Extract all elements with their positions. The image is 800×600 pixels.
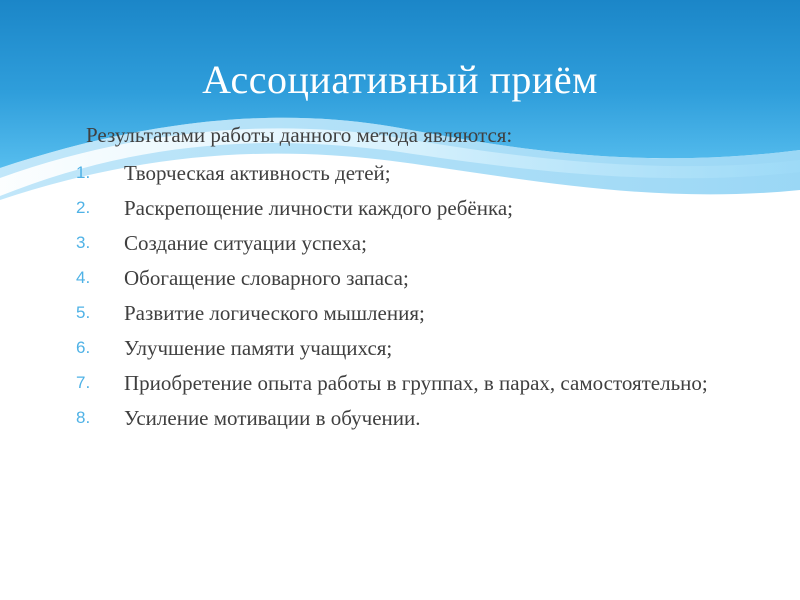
list-item — [70, 158, 710, 188]
list-item-number: 4. — [76, 268, 91, 287]
list-item-number: 8. — [76, 408, 91, 427]
slide-title: Ассоциативный приём — [202, 57, 598, 102]
list-item-text: Развитие логического мышления; — [124, 301, 425, 325]
list-item-number: 2. — [76, 198, 91, 217]
list-item-text: Раскрепощение личности каждого ребёнка; — [124, 196, 513, 220]
list-item-text: Улучшение памяти учащихся; — [124, 336, 393, 360]
list-item-number: 7. — [76, 373, 91, 392]
list-item-text: Приобретение опыта работы в группах, в парах, самостоятельно; — [124, 371, 708, 395]
list-item — [70, 228, 710, 258]
slide-body — [70, 118, 710, 433]
list-item-text: Творческая активность детей; — [124, 161, 391, 185]
list-item-text: Создание ситуации успеха; — [124, 231, 367, 255]
list-item-text: Обогащение словарного запаса; — [124, 266, 409, 290]
list-item-number: 1. — [76, 163, 91, 182]
list-item — [70, 263, 710, 293]
list-item-number: 6. — [76, 338, 91, 357]
results-list — [70, 158, 710, 433]
list-item — [70, 368, 710, 398]
list-item-number: 3. — [76, 233, 91, 252]
list-item — [70, 333, 710, 363]
list-item-text: Усиление мотивации в обучении. — [124, 406, 421, 430]
list-item-number: 5. — [76, 303, 91, 322]
intro-text: Результатами работы данного метода являются: — [86, 123, 513, 147]
list-item — [70, 403, 710, 433]
list-item — [70, 193, 710, 223]
list-item — [70, 298, 710, 328]
